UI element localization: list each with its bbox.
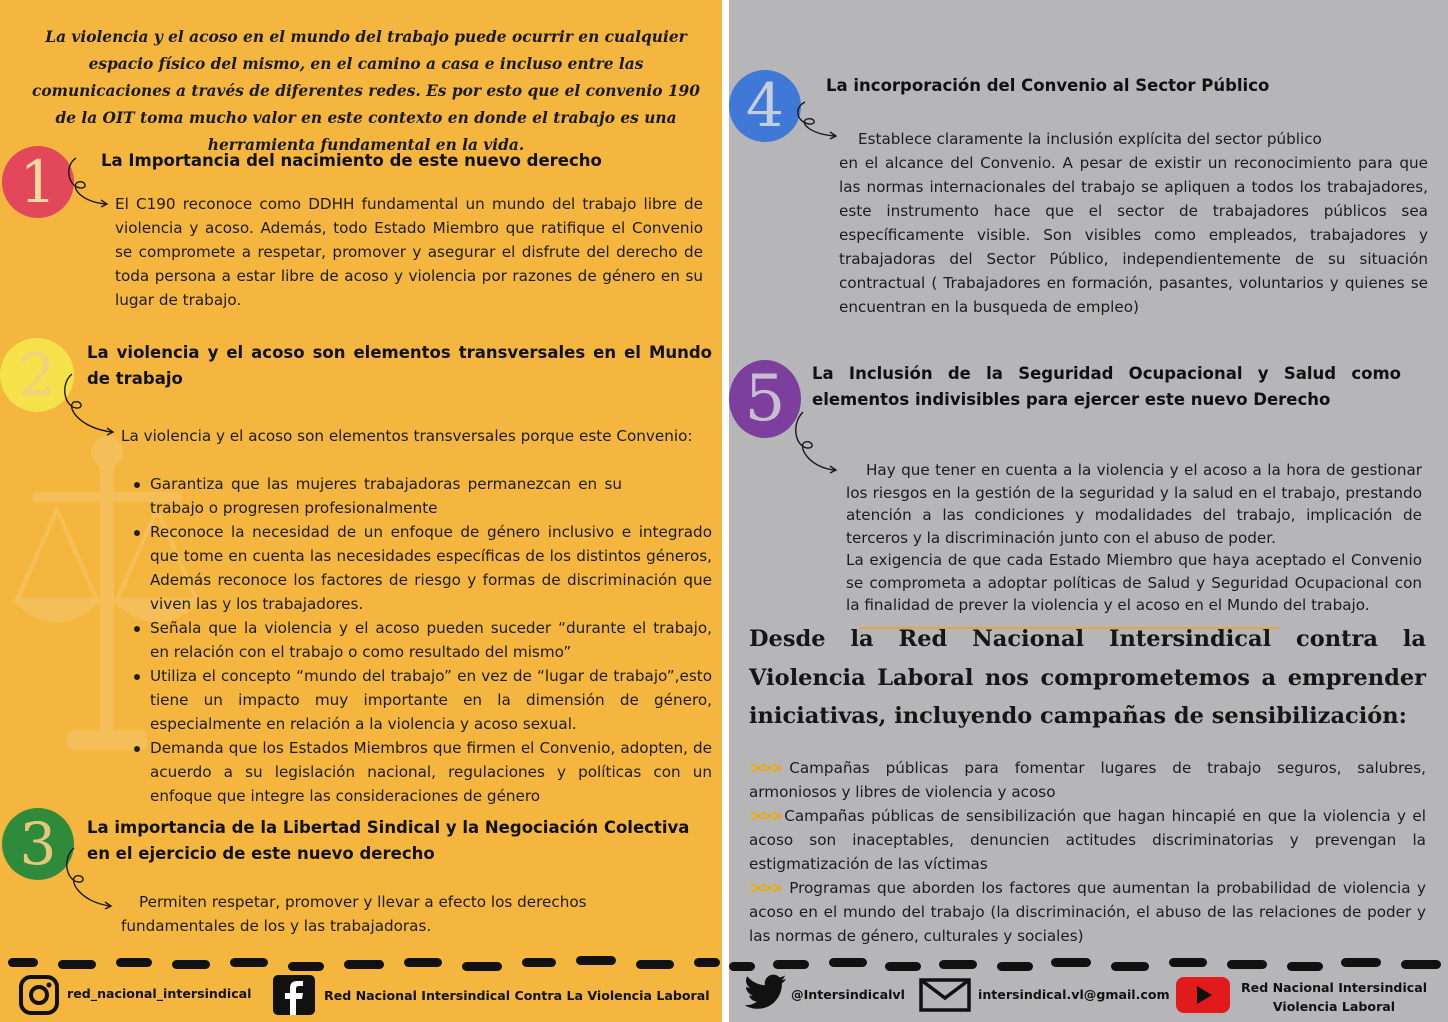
twitter-icon[interactable]	[745, 974, 787, 1010]
list-item: Utiliza el concepto “mundo del trabajo” en vez de “lugar de trabajo”,esto tiene un impacto muy importante en la dimensión de género, especialmente en relación a la violencia y acoso sexual.	[150, 664, 712, 736]
chevrons-icon: >>>	[749, 806, 781, 825]
section-1-number: 1	[19, 148, 57, 216]
section-2-bullet-list	[120, 472, 712, 808]
campaign-list	[749, 756, 1426, 948]
section-2-number: 2	[18, 341, 56, 409]
youtube-line-2: Violencia Laboral	[1272, 999, 1396, 1014]
youtube-icon[interactable]	[1175, 976, 1231, 1014]
campaign-text: Campañas públicas de sensibilización que hagan hincapié en que la violencia y el acoso son inaceptables, denuncien actitudes discriminatorias y prevengan la estigmatización de las víctimas	[749, 807, 1426, 873]
instagram-icon[interactable]	[18, 974, 60, 1016]
section-2-intro: La violencia y el acoso son elementos transversales porque este Convenio:	[121, 427, 693, 445]
section-4-number: 4	[745, 71, 785, 141]
section-3-number: 3	[19, 810, 57, 878]
list-item	[749, 804, 1426, 876]
campaign-text: Programas que aborden los factores que aumentan la probabilidad de violencia y acoso en el mundo del trabajo (la discriminación, el abuso de las relaciones de poder y las normas de género, culturales y sociales)	[749, 879, 1426, 945]
list-item: Reconoce la necesidad de un enfoque de género inclusivo e integrado que tome en cuenta las necesidades específicas de los distintos géneros, Además reconoce los factores de riesgo y formas de discriminación que viven las y los trabajadores.	[150, 520, 712, 616]
section-4-title: La incorporación del Convenio al Sector Público	[826, 76, 1270, 95]
twitter-handle[interactable]: @Intersindicalvl	[791, 987, 905, 1002]
list-item: Señala que la violencia y el acoso pueden suceder “durante el trabajo, en relación con el trabajo o como resultado del mismo”	[150, 616, 712, 664]
instagram-handle[interactable]: red_nacional_intersindical	[67, 986, 252, 1001]
left-panel	[0, 0, 722, 1022]
curl-arrow-icon	[791, 100, 843, 144]
section-2-title: La violencia y el acoso son elementos transversales en el Mundo de trabajo	[87, 343, 712, 388]
section-3-body: Permiten respetar, promover y llevar a efecto los derechos fundamentales de los y las trabajadoras.	[121, 893, 587, 935]
section-5-number: 5	[744, 362, 786, 436]
list-item	[749, 876, 1426, 948]
section-4-body: en el alcance del Convenio. A pesar de existir un reconocimiento para que las normas internacionales del trabajo se apliquen a todos los trabajadores, este instrumento hace que el sector de trabajadores públicos sea específicamente visible. Son visibles como empleados, trabajadores y trabajadoras del Sector Público, independientemente de su situación contractual ( Trabajadores en formación, pasantes, voluntarios y quienes se encuentran en la busqueda de empleo)	[839, 154, 1428, 316]
list-item	[749, 756, 1426, 804]
intro-paragraph: La violencia y el acoso en el mundo del trabajo puede ocurrir en cualquier espacio físico del mismo, en el camino a casa e incluso entre las comunicaciones a través de diferentes redes. Es por esto que el convenio 190 de la OIT toma mucho valor en este contexto en donde el trabajo es una herramienta fundamental en la vida.	[32, 28, 700, 154]
section-5-title: La Inclusión de la Seguridad Ocupacional y Salud como elementos indivisibles para ejercer este nuevo Derecho	[812, 364, 1401, 409]
section-5-body-1: Hay que tener en cuenta a la violencia y el acoso a la hora de gestionar los riesgos en la gestión de la seguridad y la salud en el trabajo, prestando atención a las condiciones y modalidades del trabajo, implicación de terceros y la discriminación junto con el abuso de poder.	[846, 461, 1422, 547]
right-panel	[729, 0, 1448, 1022]
campaign-text: Campañas públicas para fomentar lugares de trabajo seguros, salubres, armoniosos y libres de violencia y acoso	[749, 759, 1426, 801]
facebook-icon[interactable]	[272, 974, 316, 1016]
youtube-channel-name[interactable]	[1234, 978, 1434, 1016]
closing-statement: Desde la Red Nacional Intersindical contra la Violencia Laboral nos comprometemos a emprender iniciativas, incluyendo campañas de sensibilización:	[749, 626, 1426, 729]
curl-arrow-icon	[789, 410, 841, 476]
list-item: Garantiza que las mujeres trabajadoras permanezcan en su trabajo o progresen profesionalmente	[150, 472, 712, 520]
section-1-body: El C190 reconoce como DDHH fundamental un mundo del trabajo libre de violencia y acoso. Además, todo Estado Miembro que ratifique el Convenio se compromete a respetar, promover y asegurar el disfrute del derecho de toda persona a estar libre de acoso y violencia por razones de género en su lugar de trabajo.	[115, 195, 703, 309]
mail-icon[interactable]	[919, 978, 971, 1012]
chevrons-icon: >>>	[749, 878, 781, 897]
chevrons-icon: >>>	[749, 758, 781, 777]
facebook-page-name[interactable]: Red Nacional Intersindical Contra La Violencia Laboral	[324, 988, 710, 1003]
email-address[interactable]: intersindical.vl@gmail.com	[978, 987, 1170, 1002]
section-3-title: La importancia de la Libertad Sindical y la Negociación Colectiva en el ejercicio de este nuevo derecho	[87, 818, 690, 863]
youtube-line-1: Red Nacional Intersindical	[1240, 980, 1428, 995]
section-1-title: La Importancia del nacimiento de este nuevo derecho	[101, 151, 602, 170]
list-item: Demanda que los Estados Miembros que firmen el Convenio, adopten, de acuerdo a su legislación nacional, regulaciones y políticas con un enfoque que integre las consideraciones de género	[150, 736, 712, 808]
section-4-lead: Establece claramente la inclusión explícita del sector público	[858, 130, 1322, 148]
section-5-body-2: La exigencia de que cada Estado Miembro que haya aceptado el Convenio se comprometa a adoptar políticas de Salud y Seguridad Ocupacional con la finalidad de prever la violencia y el acoso en el Mundo del trabajo.	[846, 551, 1422, 614]
